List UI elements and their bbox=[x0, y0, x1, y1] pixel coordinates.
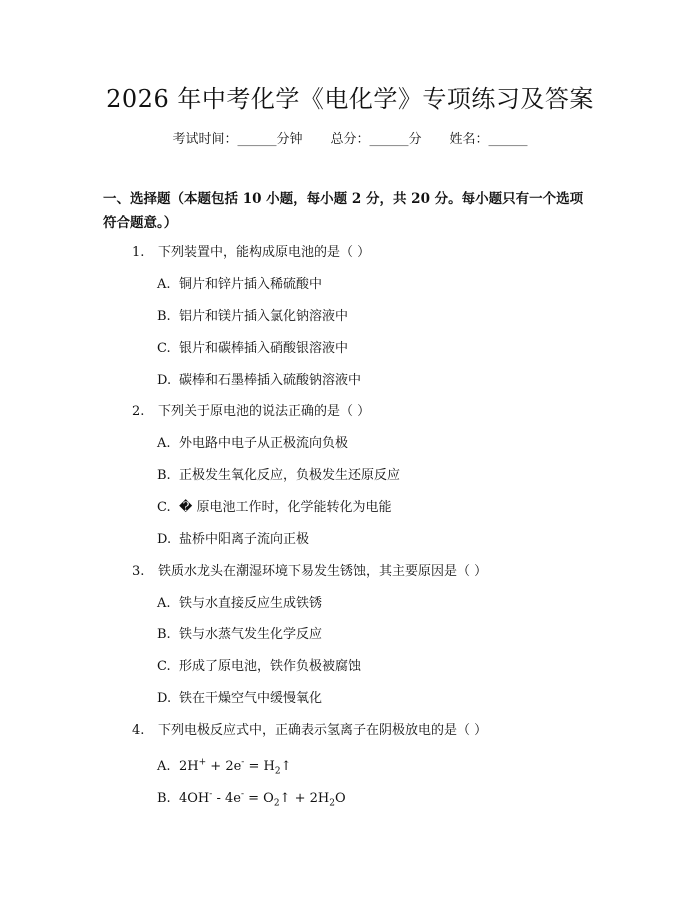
option-1c bbox=[157, 339, 587, 359]
option-text: 形成了原电池，铁作负极被腐蚀 bbox=[179, 659, 362, 674]
option-1d bbox=[157, 371, 587, 391]
option-letter: C. bbox=[157, 341, 171, 356]
option-4b bbox=[157, 785, 587, 814]
question-number: 1. bbox=[132, 245, 145, 260]
option-2d bbox=[157, 530, 587, 550]
option-letter: A. bbox=[157, 277, 171, 292]
equation: $2H^+ + 2e^- = H_2↑$ bbox=[179, 758, 292, 777]
option-2a bbox=[157, 434, 587, 454]
question-number: 3. bbox=[132, 564, 145, 579]
equation: $4OH^- - 4e^- = O_2↑ + 2H_2O$ bbox=[179, 790, 346, 809]
option-3d bbox=[157, 689, 587, 709]
question-stem: 下列电极反应式中，正确表示氢离子在阴极放电的是（ ） bbox=[158, 723, 488, 738]
option-letter: A. bbox=[157, 759, 171, 775]
option-letter: D. bbox=[157, 532, 172, 547]
option-text: 铁与水直接反应生成铁锈 bbox=[179, 596, 323, 611]
option-1b bbox=[157, 307, 587, 327]
exam-info-line bbox=[0, 130, 700, 150]
question-1 bbox=[132, 243, 582, 263]
option-letter: A. bbox=[157, 596, 171, 611]
option-text: 铜片和锌片插入稀硫酸中 bbox=[179, 277, 323, 292]
question-2 bbox=[132, 402, 582, 422]
option-letter: A. bbox=[157, 436, 171, 451]
option-text: 铁与水蒸气发生化学反应 bbox=[179, 627, 323, 642]
option-text: 银片和碳棒插入硝酸银溶液中 bbox=[179, 341, 349, 356]
option-text: � 原电池工作时，化学能转化为电能 bbox=[179, 500, 392, 515]
question-number: 4. bbox=[132, 723, 145, 738]
student-name-field: 姓名：______ bbox=[449, 132, 528, 147]
option-letter: B. bbox=[157, 791, 171, 807]
option-1a bbox=[157, 275, 587, 295]
section-heading: 一、选择题（本题包括 10 小题，每小题 2 分，共 20 分。每小题只有一个选项符合题意。） bbox=[103, 191, 584, 231]
question-4 bbox=[132, 721, 582, 741]
question-number: 2. bbox=[132, 404, 145, 419]
question-stem: 下列关于原电池的说法正确的是（ ） bbox=[158, 404, 371, 419]
total-score-field: 总分：______分 bbox=[330, 132, 422, 147]
option-letter: B. bbox=[157, 627, 171, 642]
question-stem: 铁质水龙头在潮湿环境下易发生锈蚀，其主要原因是（ ） bbox=[158, 564, 488, 579]
option-letter: D. bbox=[157, 373, 172, 388]
question-3 bbox=[132, 562, 582, 582]
option-2b bbox=[157, 466, 587, 486]
option-letter: C. bbox=[157, 500, 171, 515]
option-4a bbox=[157, 753, 587, 782]
question-stem: 下列装置中，能构成原电池的是（ ） bbox=[158, 245, 371, 260]
exam-time-field: 考试时间：______分钟 bbox=[172, 132, 303, 147]
option-letter: C. bbox=[157, 659, 171, 674]
option-text: 盐桥中阳离子流向正极 bbox=[179, 532, 310, 547]
option-letter: B. bbox=[157, 468, 171, 483]
option-2c bbox=[157, 498, 587, 518]
option-text: 外电路中电子从正极流向负极 bbox=[179, 436, 349, 451]
option-text: 铁在干燥空气中缓慢氧化 bbox=[179, 691, 323, 706]
option-3b bbox=[157, 625, 587, 645]
option-3c bbox=[157, 657, 587, 677]
option-text: 铝片和镁片插入氯化钠溶液中 bbox=[179, 309, 349, 324]
option-text: 正极发生氧化反应，负极发生还原反应 bbox=[179, 468, 401, 483]
option-letter: B. bbox=[157, 309, 171, 324]
option-3a bbox=[157, 594, 587, 614]
page-title: 2026 年中考化学《电化学》专项练习及答案 bbox=[106, 85, 594, 113]
option-text: 碳棒和石墨棒插入硫酸钠溶液中 bbox=[179, 373, 362, 388]
option-letter: D. bbox=[157, 691, 172, 706]
